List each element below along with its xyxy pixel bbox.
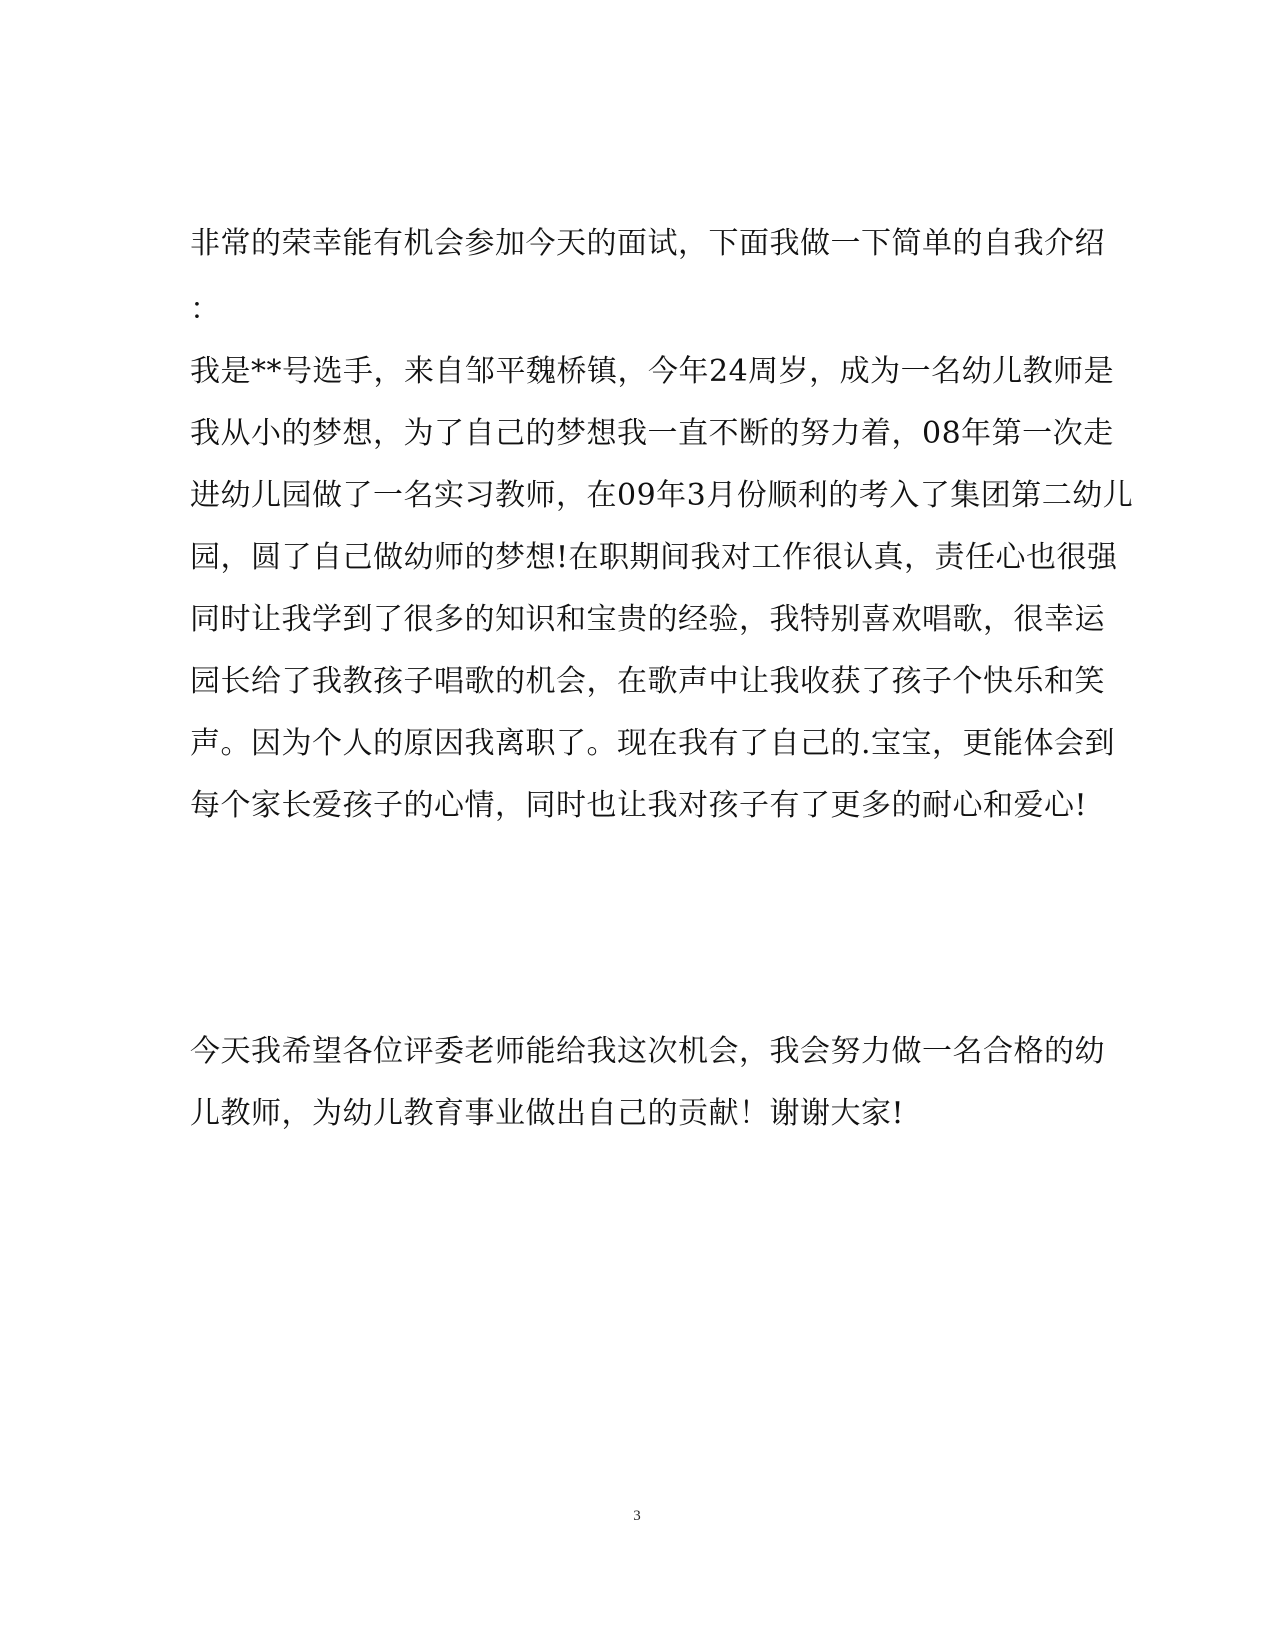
body-line-7: 声。因为个人的原因我离职了。现在我有了自己的.宝宝，更能体会到: [190, 726, 1116, 761]
body-line-5: 同时让我学到了很多的知识和宝贵的经验，我特别喜欢唱歌，很幸运: [190, 602, 1105, 637]
page-number: 3: [633, 1508, 641, 1524]
intro-line-2: ：: [190, 292, 221, 327]
closing-line-2: 儿教师，为幼儿教育事业做出自己的贡献！谢谢大家!: [190, 1096, 905, 1131]
body-line-2: 我从小的梦想，为了自己的梦想我一直不断的努力着，08年第一次走: [190, 416, 1114, 451]
body-line-3: 进幼儿园做了一名实习教师，在09年3月份顺利的考入了集团第二幼儿: [190, 478, 1134, 513]
body-line-8: 每个家长爱孩子的心情，同时也让我对孩子有了更多的耐心和爱心!: [190, 788, 1088, 823]
intro-line-1: 非常的荣幸能有机会参加今天的面试，下面我做一下简单的自我介绍: [190, 226, 1105, 261]
body-line-4: 园，圆了自己做幼师的梦想!在职期间我对工作很认真，责任心也很强: [190, 540, 1118, 575]
closing-line-1: 今天我希望各位评委老师能给我这次机会，我会努力做一名合格的幼: [190, 1034, 1105, 1069]
body-line-1: 我是**号选手，来自邹平魏桥镇，今年24周岁，成为一名幼儿教师是: [190, 354, 1115, 389]
body-line-6: 园长给了我教孩子唱歌的机会，在歌声中让我收获了孩子个快乐和笑: [190, 664, 1105, 699]
